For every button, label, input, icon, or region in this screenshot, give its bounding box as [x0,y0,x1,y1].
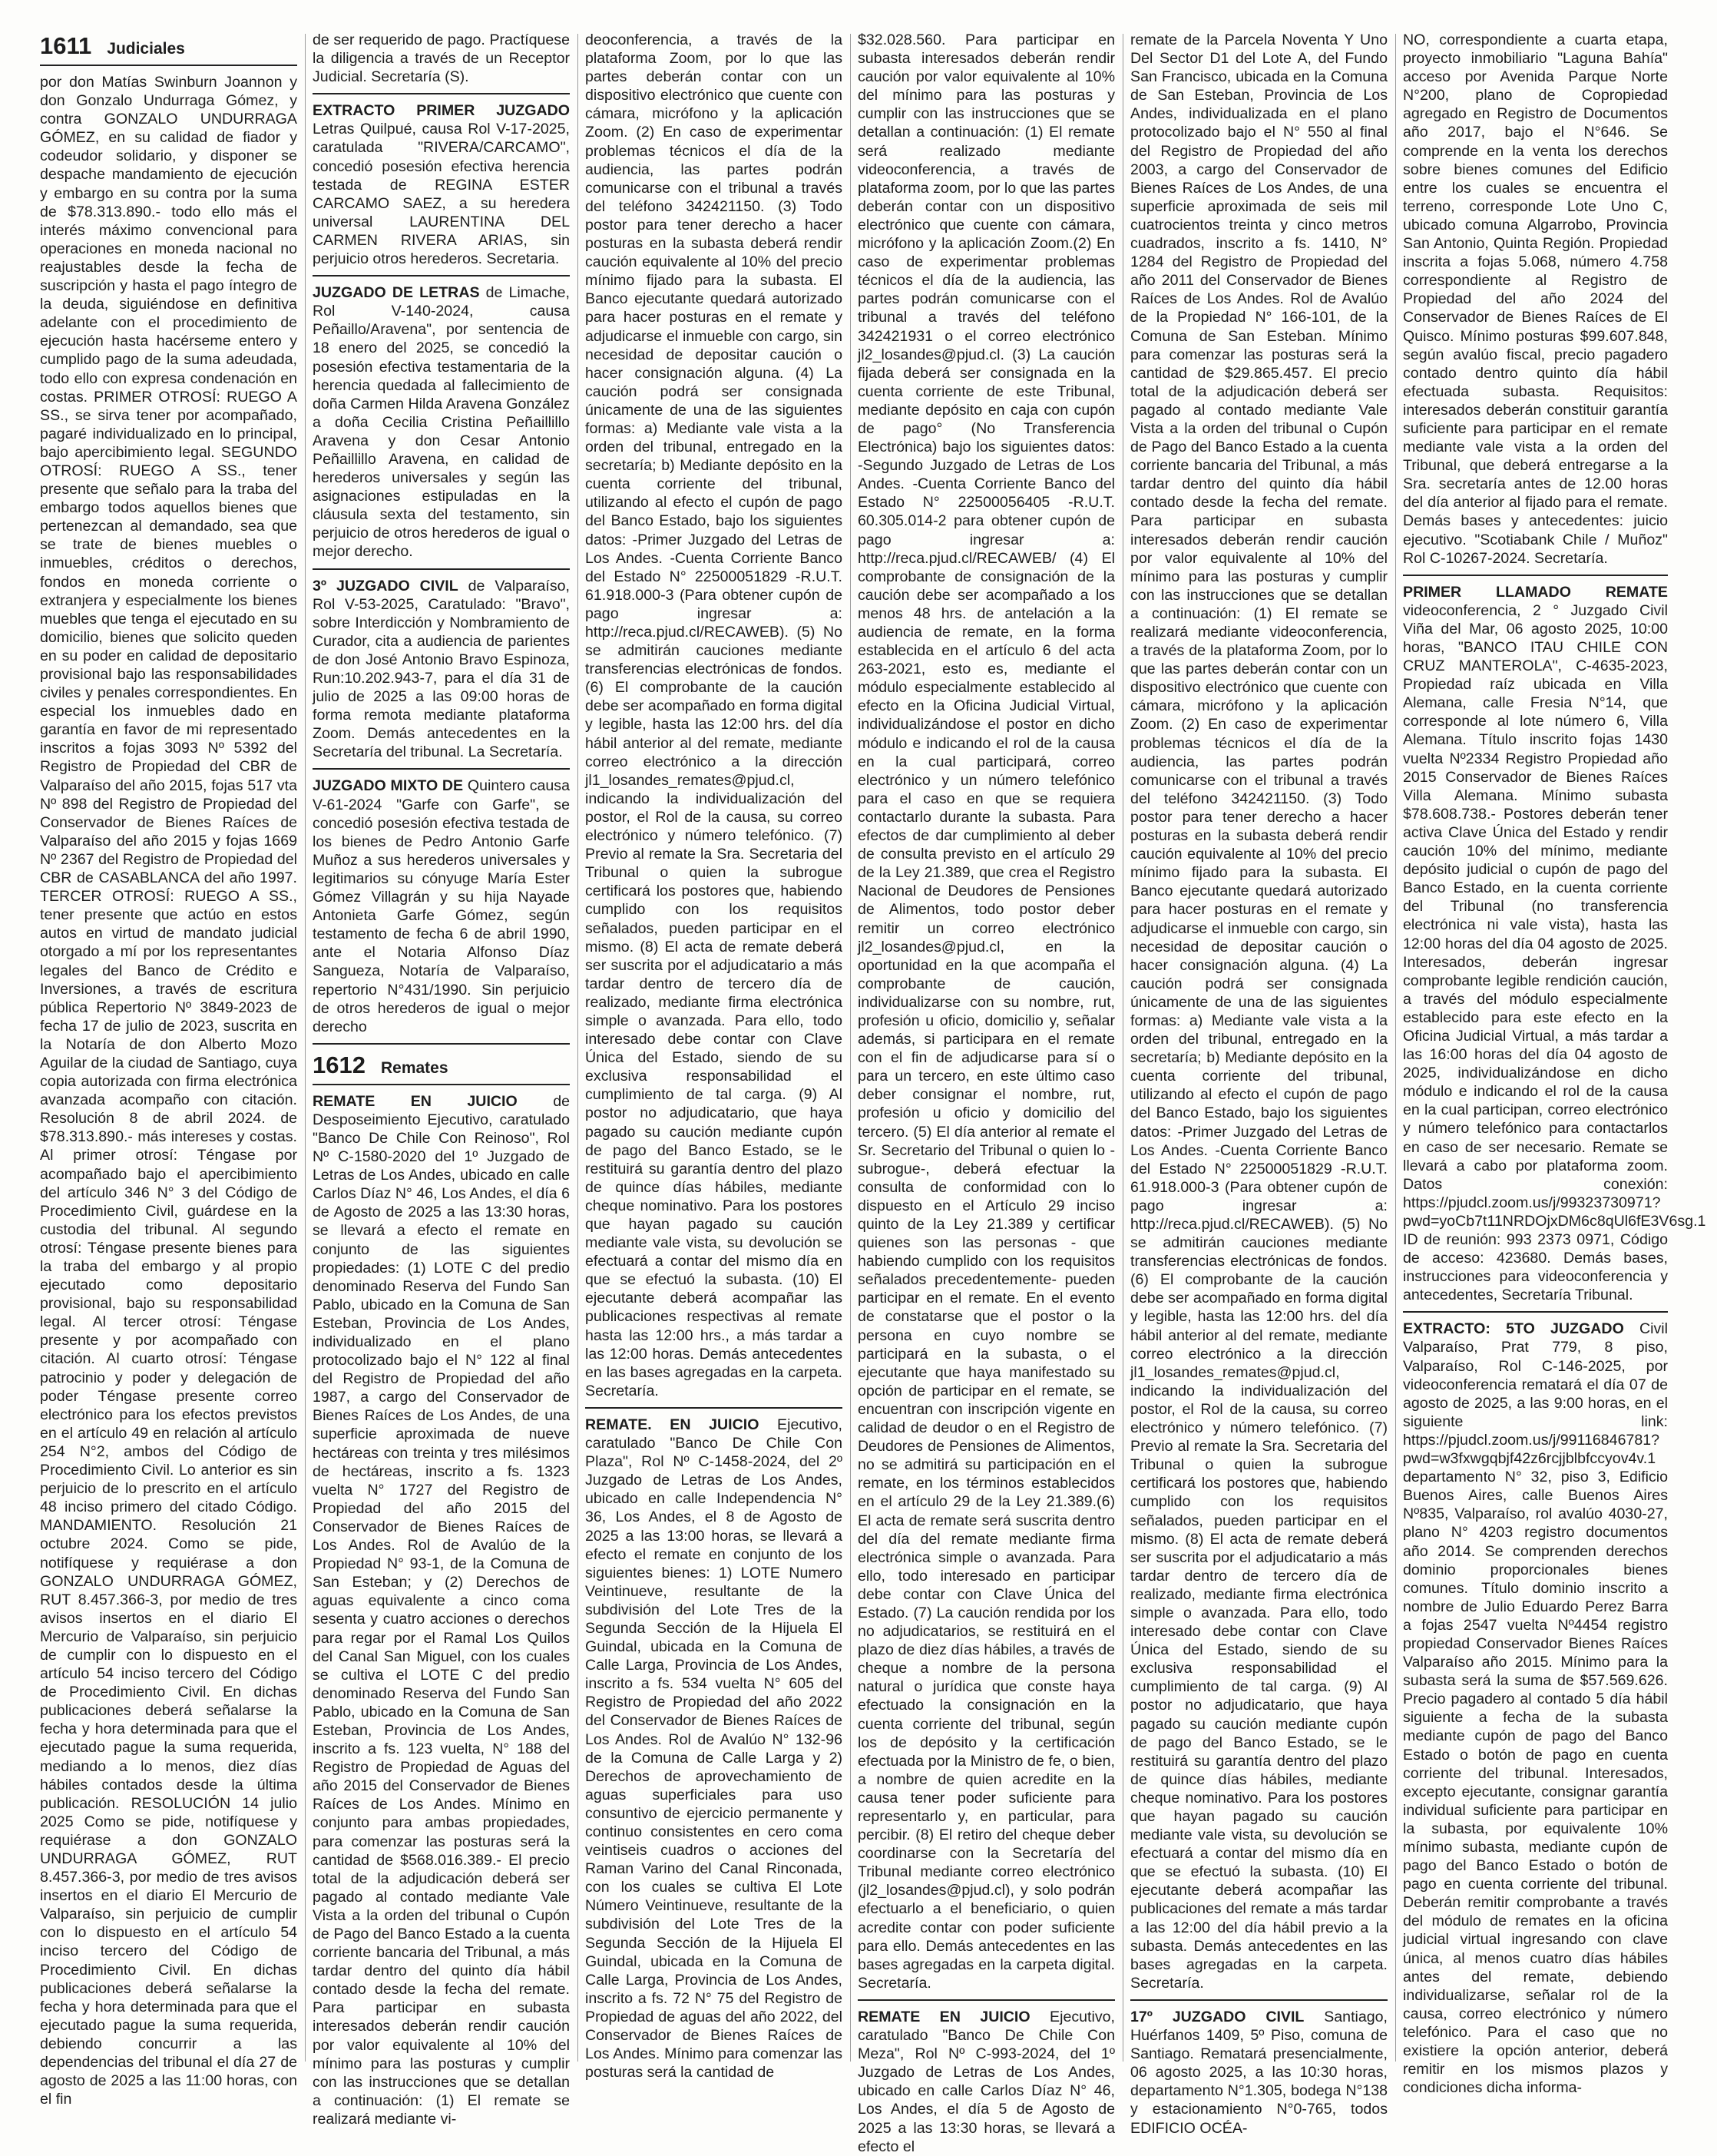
section-header-1611 [40,32,297,60]
column-4 [858,31,1115,2155]
notice-lead: 3º JUZGADO CIVIL [313,577,458,594]
notice-body: Santiago, Huérfanos 1409, 5º Piso, comuna de Santiago. Rematará presencialmente, 06 agosto 2025, a las 10:30 horas, departamento N°1.305, bodega N°138 y estacionamiento N°0-765, todos EDIFICIO OCÉA- [1130,2008,1388,2137]
notice-lead: REMATE EN JUICIO [858,2008,1031,2025]
notice-lead: PRIMER LLAMADO REMATE [1403,583,1668,601]
notice-body: remate de la Parcela Noventa Y Uno Del Sector D1 del Lote A, del Fundo San Francisco, ubicada en la Comuna de San Esteban, Provincia de Los Andes, individualizada en el plano protocolizado bajo el N° 550 al final del Registro de Propiedad del año 2003, a cargo del Conservador de Bienes Raíces de Los Andes, de una superficie aproximada de seis mil cuatrocientos treinta y cinco metros cuadrados, inscrito a fs. 1410, N° 1284 del Registro de Propiedad del año 2011 del Conservador de Bienes Raíces de Los Andes. Rol de Avalúo de la Propiedad N° 166-101, de la Comuna de San Esteban. Mínimo para comenzar las posturas será la cantidad de $29.865.457. El precio total de la adjudicación deberá ser pagado al contado mediante Vale Vista a la orden del tribunal o Cupón de Pago del Banco Estado a la cuenta corriente bancaria del Tribunal, a más tardar dentro del quinto día hábil contado desde la fecha del remate. Para participar en subasta interesados deberán rendir caución por valor equivalente al 10% del mínimo para las posturas y cumplir con las instrucciones que se detallan a continuación: (1) El remate se realizará mediante videoconferencia, a través de la plataforma Zoom, por lo que las partes deberán contar con un dispositivo electrónico que cuente con cámara, micrófono y la aplicación Zoom. (2) En caso de experimentar problemas técnicos el día de la audiencia, las partes podrán comunicarse con el tribunal a través del teléfono 342421150. (3) Todo postor para tener derecho a hacer posturas en la subasta deberá rendir caución equivalente al 10% del precio mínimo fijado para la subasta. El Banco ejecutante quedará autorizado para hacer posturas en el remate y adjudicarse el inmueble con cargo, sin necesidad de depositar caución o hacer consignación alguna. (4) La caución podrá ser consignada únicamente de una de las siguientes formas: a) Mediante vale vista a la orden del tribunal, entregado en la secretaría; b) Mediante depósito en la cuenta corriente del tribunal, utilizando al efecto el cupón de pago del Banco Estado, bajo los siguientes datos: -Primer Juzgado del Letras de Los Andes. -Cuenta Corriente Banco del Estado N° 22500051829 -R.U.T. 61.918.000-3 (Para obtener cupón de pago ingresar a: http://reca.pjud.cl/RECAWEB). (5) No se admitirán cauciones mediante transferencias electrónicas de fondos. (6) El comprobante de la caución debe ser acompañado en forma digital y legible, hasta las 12:00 hrs. del día hábil anterior al del remate, mediante correo electrónico a la dirección jl1_losandes_remates@pjud.cl, indicando la individualización del postor, el Rol de la causa, su correo electrónico y número telefónico. (7) Previo al remate la Sra. Secretaria del Tribunal o quien la subrogue certificará los postores que, habiendo cumplido con los requisitos señalados, pueden participar en el mismo. (8) El acta de remate deberá ser suscrita por el adjudicatario a más tardar dentro de tercero día de realizado, mediante firma electrónica simple o avanzada. Para ello, todo interesado debe contar con Clave Única del Estado, siendo de su exclusiva responsabilidad el cumplimiento de tal carga. (9) Al postor no adjudicatario, que haya pagado su caución mediante cupón de pago del Banco Estado, se le restituirá su garantía dentro del plazo de quince días hábiles, mediante cheque nominativo. Para los postores que hayan pagado su caución mediante vale vista, su devolución se efectuará a contar del mismo día en que se efectuó la subasta. (10) El ejecutante deberá acompañar las publicaciones del remate a más tardar a las 12:00 del día hábil previo a la subasta. Demás antecedentes en las bases agregadas en la carpeta. Secretaría. [1130,31,1388,1992]
notice-lead: REMATE EN JUICIO [313,1092,518,1110]
column-divider [1395,34,1396,2062]
notice-rule [1403,575,1668,576]
notice-rule [585,1407,842,1409]
column-6 [1403,31,1706,2097]
notice-body: Ejecutivo, caratulado "Banco De Chile Con Plaza", Rol Nº C-1458-2024, del 2º Juzgado de Letras de Los Andes, ubicado en calle Independencia N° 36, Los Andes, el 8 de Agosto de 2025 a las 13:00 horas, se llevará a efecto el remate en conjunto de los siguientes bienes: 1) LOTE Numero Veintinueve, resultante de la subdivisión del Lote Tres de la Segunda Sección de la Hijuela El Guindal, ubicada en la Comuna de Calle Larga, Provincia de Los Andes, inscrito a fs. 534 vuelta N° 605 del Registro de Propiedad del año 2022 del Conservador de Bienes Raíces de Los Andes. Rol de Avalúo N° 132-96 de la Comuna de Calle Larga y 2) Derechos de aprovechamiento de aguas superficiales para uso consuntivo de ejercicio permanente y continuo consistentes en cero coma veintiseis cuadros o acciones del Raman Varino del Canal Rinconada, con los cuales se cultiva El Lote Número Veintinueve, resultante de la subdivisión del Lote Tres de la Segunda Sección de la Hijuela El Guindal, ubicada en la Comuna de Calle Larga, Provincia de Los Andes, inscrito a fs. 72 N° 75 del Registro de Propiedad de aguas del año 2022, del Conservador de Bienes Raíces de Los Andes. Mínimo para comenzar las posturas será la cantidad de [585,1416,842,2081]
notice [313,777,570,1035]
notice-body: NO, correspondiente a cuarta etapa, proyecto inmobiliario "Laguna Bahía" acceso por Avenida Parque Norte N°200, plano de Copropiedad agregado en Registro de Documentos año 2017, bajo el N°646. Se comprende en la venta los derechos sobre bienes comunes del Edificio entre los cuales se encuentra el terreno, corresponde Lote Uno C, ubicado comuna Algarrobo, Provincia San Antonio, Quinta Región. Propiedad inscrita a fojas 5.068, número 4.758 correspondiente al Registro de Propiedad del año 2024 del Conservador de Bienes Raíces de El Quisco. Mínimo posturas $99.607.848, según avalúo fiscal, precio pagadero contado dentro quinto día hábil efectuada subasta. Requisitos: interesados deberán constituir garantía suficiente para participar en el remate mediante vale vista a la orden del Tribunal, que deberá entregarse a la Sra. secretaría antes de 12.00 horas del día anterior al fijado para el remate. Demás bases y antecedentes: juicio ejecutivo. "Scotiabank Chile / Muñoz" Rol C-10267-2024. Secretaría. [1403,31,1668,567]
notice-body: $32.028.560. Para participar en subasta interesados deberán rendir caución por valor equivalente al 10% del mínimo para las posturas y cumplir con las instrucciones que se detallan a continuación: (1) El remate será realizado mediante videoconferencia, a través de plataforma zoom, por lo que las partes deberán contar con un dispositivo electrónico que cuente con cámara, micrófono y la aplicación Zoom.(2) En caso de experimentar problemas técnicos el día de la audiencia, las partes podrán comunicarse con el tribunal a través del teléfono 342421931 o el correo electrónico jl2_losandes@pjud.cl. (3) La caución fijada deberá ser consignada en la cuenta corriente de este Tribunal, mediante depósito en caja con cupón de pago° (No Transferencia Electrónica) bajo los siguientes datos: -Segundo Juzgado de Letras de Los Andes. -Cuenta Corriente Banco del Estado N° 22500056405 -R.U.T. 60.305.014-2 para obtener cupón de pago ingresar a: http://reca.pjud.cl/RECAWEB/ (4) El comprobante de consignación de la caución debe ser acompañado a los menos 48 hrs. de antelación a la audiencia de remate, en la forma establecida en el artículo 6 del acta 263-2021, esto es, mediante el módulo especialmente establecido al efecto en la Oficina Judicial Virtual, individualizándose el postor en dicho módulo e indicando el rol de la causa en la cual participará, correo electrónico y un número telefónico para el caso en que se requiera contactarlo durante la subasta. Para efectos de dar cumplimiento al deber de consulta previsto en el artículo 29 de la Ley 21.389, que crea el Registro Nacional de Deudores de Pensiones de Alimentos, todo postor deber remitir un correo electrónico jl2_losandes@pjud.cl, en la oportunidad en la que acompaña el comprobante de caución, individualizarse con su nombre, rut, profesión u oficio, domicilio y, señalar además, si participara en el remate con el fin de adjudicarse para sí o para un tercero, en este último caso deber consignar el nombre, rut, profesión u oficio y domicilio del tercero. (5) El día anterior al remate el Sr. Secretario del Tribunal o quien lo -subrogue-, deberá efectuar la consulta de conformidad con lo dispuesto en el Artículo 29 inciso quinto de la Ley 21.389 y certificar quienes son las personas - que habiendo cumplido con los requisitos señalados precedentemente- pueden participar en el remate. En el evento de constatarse que el postor o la persona en cuyo nombre se participará en la subasta, o el ejecutante que haya manifestado su opción de participar en el remate, se encuentran con inscripción vigente en calidad de deudor o en el Registro de Deudores de Pensiones de Alimentos, no se admitirá su participación en el remate, en los términos establecidos en el artículo 29 de la Ley 21.389.(6) El acta de remate será suscrita dentro del día del remate mediante firma electrónica simple o avanzada. Para ello, todo interesado en participar debe contar con Clave Única del Estado. (7) La caución rendida por los no adjudicatarios, se restituirá en el plazo de diez días hábiles, a través de cheque a nombre de la persona natural o jurídica que conste haya efectuado la consignación en la cuenta corriente del tribunal, según los de depósito y la certificación efectuada por la Ministro de fe, o bien, a nombre de quien acredite en la causa tener poder suficiente para representarlo y, en particular, para percibir. (8) El retiro del cheque deber coordinarse con la Secretaría del Tribunal mediante correo electrónico (jl2_losandes@pjud.cl), y solo podrán efectuarlo a el beneficiario, o quien acredite contar con poder suficiente para ello. Demás antecedentes en las bases agregadas en la carpeta digital. Secretaría. [858,31,1115,1992]
notice [858,2008,1115,2156]
section-title: Remates [380,1058,448,1077]
notice-lead: JUZGADO DE LETRAS [313,284,480,302]
notice [313,577,570,762]
column-divider [305,34,306,2062]
column-2 [313,31,570,2128]
notice-body: de Valparaíso, Rol V-53-2025, Caratulado: "Bravo", sobre Interdicción y Nombramiento de Curador, cita a audiencia de parientes de don José Antonio Bravo Espinoza, Run:10.202.943-7, para el día 31 de julio de 2025 a las 09:00 horas de forma remota mediante plataforma Zoom. Demás antecedentes en la Secretaría del tribunal. La Secretaría. [313,577,570,761]
notice [1403,1320,1668,2097]
notice-rule [858,1999,1115,2001]
section-number: 1612 [313,1051,366,1078]
section-rule [313,1043,570,1045]
section-rule [40,65,297,66]
column-3 [585,31,842,2081]
column-1 [40,31,297,2108]
notice-body: de Limache, Rol V-140-2024, causa Peñaillo/Aravena", por sentencia de 18 enero del 2025, se concedió la posesión efectiva testamentaria de la herencia quedada al fallecimiento de doña Carmen Hilda Aravena González a doña Cecilia Cristina Peñaillillo Aravena y don Cesar Antonio Peñaillillo Aravena, en calidad de herederos universales y según las asignaciones estipuladas en la cláusula sexta del testamento, sin perjuicio de otros herederos de igual o mejor derecho. [313,284,570,561]
notice [1403,583,1706,1305]
notice-body: deoconferencia, a través de la plataforma Zoom, por lo que las partes deberán contar con un dispositivo electrónico que cuente con cámara, micrófono y la aplicación Zoom. (2) En caso de experimentar problemas técnicos el día de la audiencia, las partes podrán comunicarse con el tribunal a través del teléfono 342421150. (3) Todo postor para tener derecho a hacer posturas en la subasta deberá rendir caución equivalente al 10% del precio mínimo fijado para la subasta. El Banco ejecutante quedará autorizado para hacer posturas en el remate y adjudicarse el inmueble con cargo, sin necesidad de depositar caución o hacer consignación alguna. (4) La caución podrá ser consignada únicamente de una de las siguientes formas: a) Mediante vale vista a la orden del tribunal, entregado en la secretaría; b) Mediante depósito en la cuenta corriente del tribunal, utilizando al efecto el cupón de pago del Banco Estado, bajo los siguientes datos: -Primer Juzgado del Letras de Los Andes. -Cuenta Corriente Banco del Estado N° 22500051829 -R.U.T. 61.918.000-3 (Para obtener cupón de pago ingresar a: http://reca.pjud.cl/RECAWEB). (5) No se admitirán cauciones mediante transferencias electrónicas de fondos. (6) El comprobante de la caución debe ser acompañado en forma digital y legible, hasta las 12:00 hrs. del día hábil anterior al del remate, mediante correo electrónico a la dirección jl1_losandes_remates@pjud.cl, indicando la individualización del postor, el Rol de la causa, su correo electrónico y número telefónico. (7) Previo al remate la Sra. Secretaria del Tribunal o quien la subrogue certificará los postores que, habiendo cumplido con los requisitos señalados, pueden participar en el mismo. (8) El acta de remate deberá ser suscrita por el adjudicatario a más tardar dentro de tercero día de realizado, mediante firma electrónica simple o avanzada. Para ello, todo interesado debe contar con Clave Única del Estado, siendo de su exclusiva responsabilidad el cumplimiento de tal carga. (9) Al postor no adjudicatario, que haya pagado su caución mediante cupón de pago del Banco Estado, se le restituirá su garantía dentro del plazo de quince días hábiles, mediante cheque nominativo. Para los postores que hayan pagado su caución mediante vale vista, su devolución se efectuará a contar del mismo día en que se efectuó la subasta. (10) El ejecutante deberá acompañar las publicaciones respectivas al remate hasta las 12:00 hrs., a más tardar a las 12:00 horas. Demás antecedentes en las bases agregadas en la carpeta. Secretaría. [585,31,842,1399]
notice-body: Civil Valparaíso, Prat 779, 8 piso, Valparaíso, Rol C-146-2025, por videoconferencia rematará el día 07 de agosto de 2025, a las 9:00 horas, en el siguiente link: https://pjudcl.zoom.us/j/99116846781?pwd=w3fxwgqbjf42z6rcjjblbfccyov4v.1 departamento N° 32, piso 3, Edificio Buenos Aires, calle Buenos Aires Nº835, Valparaíso, rol avalúo 4030-27, plano N° 4203 registro documentos año 2014. Se comprenden derechos dominio proporcionales bienes comunes. Título dominio inscrito a nombre de Julio Eduardo Perez Barra a fojas 2547 vuelta Nº4454 registro propiedad Conservador Bienes Raíces Valparaíso año 2015. Mínimo para la subasta será la suma de $57.569.626. Precio pagadero al contado 5 día hábil siguiente a fecha de la subasta mediante cupón de pago del Banco Estado o botón de pago en cuenta corriente del tribunal. Interesados, excepto ejecutante, consignar garantía individual suficiente para participar en la subasta, por equivalente 10% mínimo subasta, mediante cupón de pago del Banco Estado o botón de pago en cuenta corriente del tribunal. Deberán remitir comprobante a través del módulo de remates en la oficina judicial virtual ingresando con clave única, al menos cuatro días hábiles antes del remate, debiendo individualizarse, señalar rol de la causa, correo electrónico y número telefónico. Para el caso que no existiere la opción anterior, deberá remitir en los mismos plazos y condiciones dicha informa- [1403,1320,1668,2097]
notice-body: de ser requerido de pago. Practíquese la diligencia a través de un Receptor Judicial. Secretaría (S). [313,31,570,86]
notice-body: videoconferencia, 2 ° Juzgado Civil Viña del Mar, 06 agosto 2025, 10:00 horas, "BANCO ITAU CHILE CON CRUZ MANTEROLA", C-4635-2023, Propiedad raíz ubicada en Villa Alemana, calle Fresia N°14, que corresponde al lote número 6, Villa Alemana. Título inscrito fojas 1430 vuelta Nº2334 Registro Propiedad año 2015 Conservador de Bienes Raíces Villa Alemana. Mínimo subasta $78.608.738.- Postores deberán tener activa Clave Única del Estado y rendir caución 10% del mínimo, mediante depósito judicial o cupón de pago del Banco Estado, en la cuenta corriente del Tribunal (no transferencia electrónica ni vale vista), hasta las 12:00 horas del día 04 agosto de 2025. Interesados, deberán ingresar comprobante legible rendición caución, a través del módulo especialmente establecido para este efecto en la Oficina Judicial Virtual, a más tardar a las 16:00 horas del día 04 agosto de 2025, individualizándose en dicho módulo e indicando el rol de la causa en la cual participan, correo electrónico y número telefónico para contactarlos en caso de ser necesario. Remate se llevará a cabo por plataforma zoom. Datos conexión: https://pjudcl.zoom.us/j/99323730971?pwd=yoCb7t11NRDOjxDM6c8qUl6fE3V6sg.1 ID de reunión: 993 2373 0971, Código de acceso: 423680. Demás bases, instrucciones para videoconferencia y antecedentes, Secretaría Tribunal. [1403,601,1706,1304]
notice-body: por don Matías Swinburn Joannon y don Gonzalo Undurraga Gómez, y contra GONZALO UNDURRAGA GÓMEZ, en su calidad de fiador y codeudor solidario, y disponer se despache mandamiento de ejecución y embargo en su contra por la suma de $78.313.890.- todo ello más el interés máximo convencional para operaciones en moneda nacional no reajustables desde la fecha de suscripción y hasta el pago íntegro de la deuda, siguiéndose en definitiva adelante con el procedimiento de ejecución hasta hacérseme entero y cumplido pago de la suma adeudada, todo ello con expresa condenación en costas. PRIMER OTROSÍ: RUEGO A SS., se sirva tener por acompañado, pagaré individualizado en lo principal, bajo apercibimiento legal. SEGUNDO OTROSÍ: RUEGO A SS., tener presente que señalo para la traba del embargo todos aquellos bienes que pertenezcan al demandado, sea que se trate de bienes muebles o inmuebles, créditos o derechos, fondos en moneda corriente o extranjera y especialmente los bienes muebles que tenga el ejecutado en su domicilio, bienes que solicito queden en su poder en calidad de depositario provisional bajo las responsabilidades civiles y penales correspondientes. En especial los inmuebles dado en garantía en favor de mi representado inscritos a fojas 3093 Nº 5392 del Registro de Propiedad del CBR de Valparaíso del año 2015, fojas 517 vta Nº 898 del Registro de Propiedad del Conservador de Bienes Raíces de Valparaíso del año 2015 y fojas 1669 Nº 2367 del Registro de Propiedad del CBR de CASABLANCA del año 1997. TERCER OTROSÍ: RUEGO A SS., tener presente que actúo en estos autos en virtud de mandato judicial otorgado a mí por los representantes legales del Banco de Crédito e Inversiones, a través de escritura pública Repertorio Nº 3849-2023 de fecha 17 de julio de 2023, suscrita en la Notaría de don Alberto Mozo Aguilar de la ciudad de Santiago, cuya copia autorizada con firma electrónica avanzada acompaño con citación. Resolución 8 de abril 2024. de $78.313.890.- más intereses y costas. Al primer otrosí: Téngase por acompañado bajo el apercibimiento del artículo 346 N° 3 del Código de Procedimiento Civil, guárdese en la custodia del tribunal. Al segundo otrosí: Téngase presente bienes para la traba del embargo y al propio ejecutado como depositario provisional, bajo su responsabilidad legal. Al tercer otrosí: Téngase presente y por acompañado con citación. Al cuarto otrosí: Téngase patrocinio y poder y delegación de poder Téngase presente correo electrónico para los efectos previstos en el artículo 49 en relación al artículo 254 N°2, ambos del Código de Procedimiento Civil. Lo anterior es sin perjuicio de lo prescrito en el artículo 48 inciso primero del citado Código. MANDAMIENTO. Resolución 21 octubre 2024. Como se pide, notifíquese y requiérase a don GONZALO UNDURRAGA GÓMEZ, RUT 8.457.366-3, por medio de tres avisos insertos en el diario El Mercurio de Valparaíso, sin perjuicio de cumplir con lo dispuesto en el artículo 54 inciso tercero del Código de Procedimiento Civil. En dichas publicaciones deberá señalarse la fecha y hora determinada para que el ejecutado pague la suma requerida, mediando a lo menos, diez días hábiles contados desde la última publicación. RESOLUCIÓN 14 julio 2025 Como se pide, notifíquese y requiérase a don GONZALO UNDURRAGA GÓMEZ, RUT 8.457.366-3, por medio de tres avisos insertos en el diario El Mercurio de Valparaíso, sin perjuicio de cumplir con lo dispuesto en el artículo 54 inciso tercero del Código de Procedimiento Civil. En dichas publicaciones deberá señalarse la fecha y hora determinada para que el ejecutado pague la suma requerida, debiendo concurrir a las dependencias del tribunal el día 27 de agosto de 2025 a las 11:00 horas, con el fin [40,74,297,2108]
notice-rule [1403,1311,1668,1313]
notice [313,283,570,561]
notice-rule [313,275,570,277]
notice-body: Ejecutivo, caratulado "Banco De Chile Con Meza", Rol Nº C-993-2024, del 1º Juzgado de Letras de Los Andes, ubicado en calle Carlos Díaz N° 46, Los Andes, el día 5 de Agosto de 2025 a las 13:30 horas, se llevará a efecto el [858,2008,1115,2155]
section-header-1612 [313,1052,570,1079]
notice [313,1092,570,2128]
notice-lead: REMATE. EN JUICIO [585,1416,759,1433]
notice-rule [313,568,570,570]
notice [585,1416,842,2081]
notice-lead: EXTRACTO PRIMER JUZGADO [313,102,570,120]
notice-lead: 17º JUZGADO CIVIL [1130,2008,1305,2025]
column-5 [1130,31,1388,2137]
column-divider [850,34,851,2062]
notice-rule [313,93,570,94]
notice-lead: EXTRACTO: 5TO JUZGADO [1403,1320,1624,1338]
notice-body: Letras Quilpué, causa Rol V-17-2025, caratulada "RIVERA/CARCAMO", concedió posesión efectiva herencia testada de REGINA ESTER CARCAMO SAEZ, a su heredera universal LAURENTINA DEL CARMEN RIVERA ARIAS, sin perjuicio otros herederos. Secretaria. [313,121,570,268]
notice-rule [313,768,570,770]
column-divider [577,34,578,2062]
notice [313,101,570,268]
notice-body: de Desposeimiento Ejecutivo, caratulado "Banco De Chile Con Reinoso", Rol Nº C-1580-2020 del 1º Juzgado de Letras de Los Andes, ubicado en calle Carlos Díaz N° 46, Los Andes, el día 6 de Agosto de 2025 a las 13:30 horas, se llevará a efecto el remate en conjunto de las siguientes propiedades: (1) LOTE C del predio denominado Reserva del Fundo San Pablo, ubicado en la Comuna de San Esteban, Provincia de Los Andes, individualizado en el plano protocolizado bajo el N° 122 al final del Registro de Propiedad del año 1987, a cargo del Conservador de Bienes Raíces de Los Andes, de una superficie aproximada de nueve hectáreas con treinta y tres milésimos de hectáreas, inscrito a fs. 1323 vuelta N° 1727 del Registro de Propiedad del año 2015 del Conservador de Bienes Raíces de Los Andes. Rol de Avalúo de la Propiedad N° 93-1, de la Comuna de San Esteban; y (2) Derechos de aguas equivalente a cinco coma sesenta y cuatro acciones o derechos para regar por el Ramal Los Quilos del Canal San Miguel, con los cuales se cultiva el LOTE C del predio denominado Reserva del Fundo San Pablo, ubicado en la Comuna de San Esteban, Provincia de Los Andes, inscrito a fs. 123 vuelta, N° 188 del Registro de Propiedad de Aguas del año 2015 del Conservador de Bienes Raíces de Los Andes. Mínimo en conjunto para ambas propiedades, para comenzar las posturas será la cantidad de $568.016.389.- El precio total de la adjudicación deberá ser pagado al contado mediante Vale Vista a la orden del tribunal o Cupón de Pago del Banco Estado a la cuenta corriente bancaria del Tribunal, a más tardar dentro del quinto día hábil contado desde la fecha del remate. Para participar en subasta interesados deberán rendir caución por valor equivalente al 10% del mínimo para las posturas y cumplir con las instrucciones que se detallan a continuación: (1) El remate se realizará mediante vi- [313,1092,570,2128]
notice-rule [1130,1999,1388,2001]
notice-lead: JUZGADO MIXTO DE [313,777,464,795]
notice-body: Quintero causa V-61-2024 "Garfe con Garfe", se concedió posesión efectiva testada de los bienes de Pedro Antonio Garfe Muñoz a sus herederos universales y legitimarios su cónyuge María Ester Gómez Villagrán y su hija Nayade Antonieta Garfe Gómez, según testamento de fecha 6 de abril 1990, ante el Notaria Alfonso Díaz Sangueza, Notaría de Valparaíso, repertorio N°431/1990. Sin perjuicio de otros herederos de igual o mejor derecho [313,777,570,1035]
notice [1130,2008,1388,2138]
section-title: Judiciales [107,40,185,58]
section-rule [313,1084,570,1085]
section-number: 1611 [40,32,92,59]
